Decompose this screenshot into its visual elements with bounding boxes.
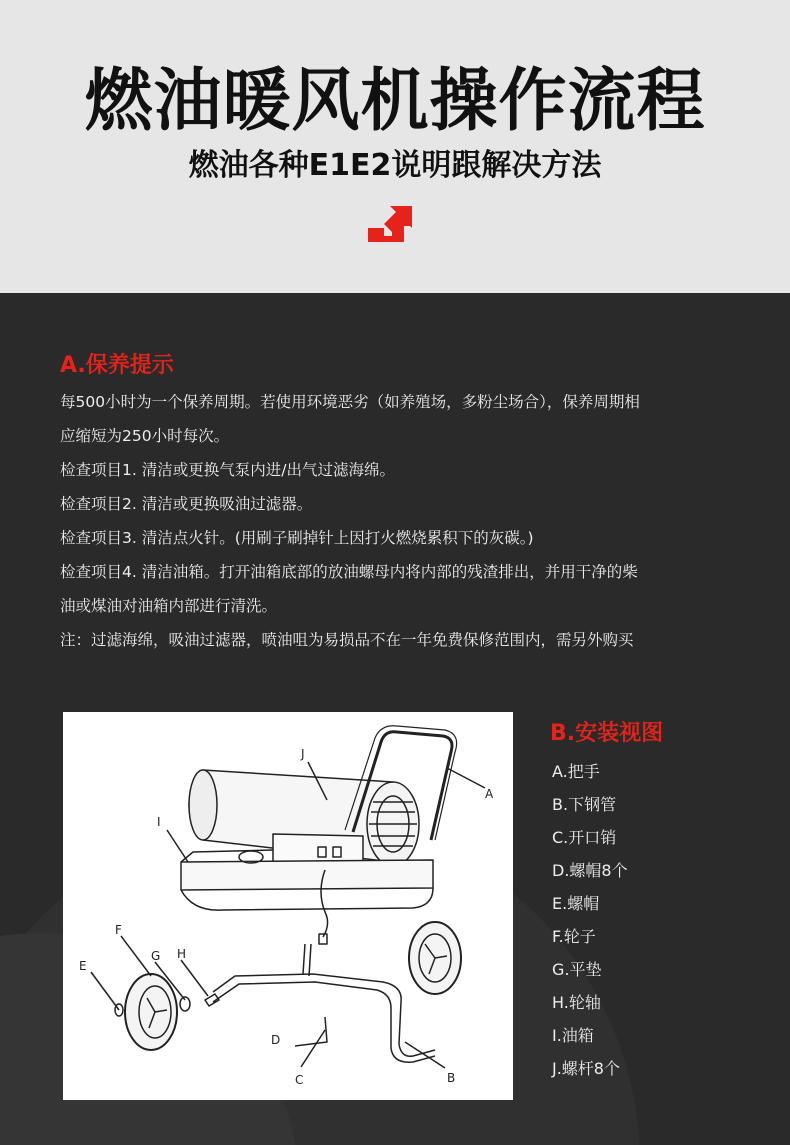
diagram-label-g: G [151,949,161,963]
diagram-label-f: F [115,923,122,937]
maintenance-line: 检查项目2. 清洁或更换吸油过滤器。 [60,495,313,513]
maintenance-line: 应缩短为250小时每次。 [60,427,230,445]
diagram-label-h: H [177,947,187,961]
diagram-label-d: D [271,1033,281,1047]
maintenance-text [60,385,750,657]
legend-item: I.油箱 [552,1026,594,1045]
maintenance-line: 注：过滤海绵，吸油过滤器，喷油咀为易损品不在一年免费保修范围内，需另外购买 [60,631,634,649]
diagram-label-b: B [447,1071,456,1085]
heater-assembly-drawing [63,712,513,1100]
legend-item: D.螺帽8个 [552,861,628,880]
legend-item: B.下钢管 [552,795,617,814]
page-subtitle: 燃油各种E1E2说明跟解决方法 [188,148,602,183]
installation-diagram [63,712,513,1100]
diagram-label-c: C [295,1073,304,1087]
red-arrow-icon [368,206,412,242]
legend-item: A.把手 [552,762,600,781]
diagram-label-a: A [485,787,494,801]
diagram-label-i: I [157,815,161,829]
legend-item: H.轮轴 [552,993,601,1012]
header-banner [0,0,790,293]
maintenance-line: 每500小时为一个保养周期。若使用环境恶劣（如养殖场，多粉尘场合），保养周期相 [60,393,640,411]
maintenance-line: 检查项目4. 清洁油箱。打开油箱底部的放油螺母内将内部的残渣排出，并用干净的柴 [60,563,638,581]
legend-item: E.螺帽 [552,894,600,913]
legend-item: J.螺杆8个 [552,1059,620,1078]
diagram-label-j: J [301,747,305,761]
legend-item: C.开口销 [552,828,617,847]
diagram-label-e: E [79,959,87,973]
parts-legend [552,755,628,1085]
page-title: 燃油暖风机操作流程 [84,62,706,141]
legend-item: F.轮子 [552,927,596,946]
section-a-title: A.保养提示 [60,353,174,378]
section-b-title: B.安装视图 [550,721,664,746]
maintenance-line: 检查项目3. 清洁点火针。(用刷子刷掉针上因打火燃烧累积下的灰碳。) [60,529,534,547]
maintenance-line: 油或煤油对油箱内部进行清洗。 [60,597,278,615]
maintenance-line: 检查项目1. 清洁或更换气泵内进/出气过滤海绵。 [60,461,395,479]
legend-item: G.平垫 [552,960,602,979]
